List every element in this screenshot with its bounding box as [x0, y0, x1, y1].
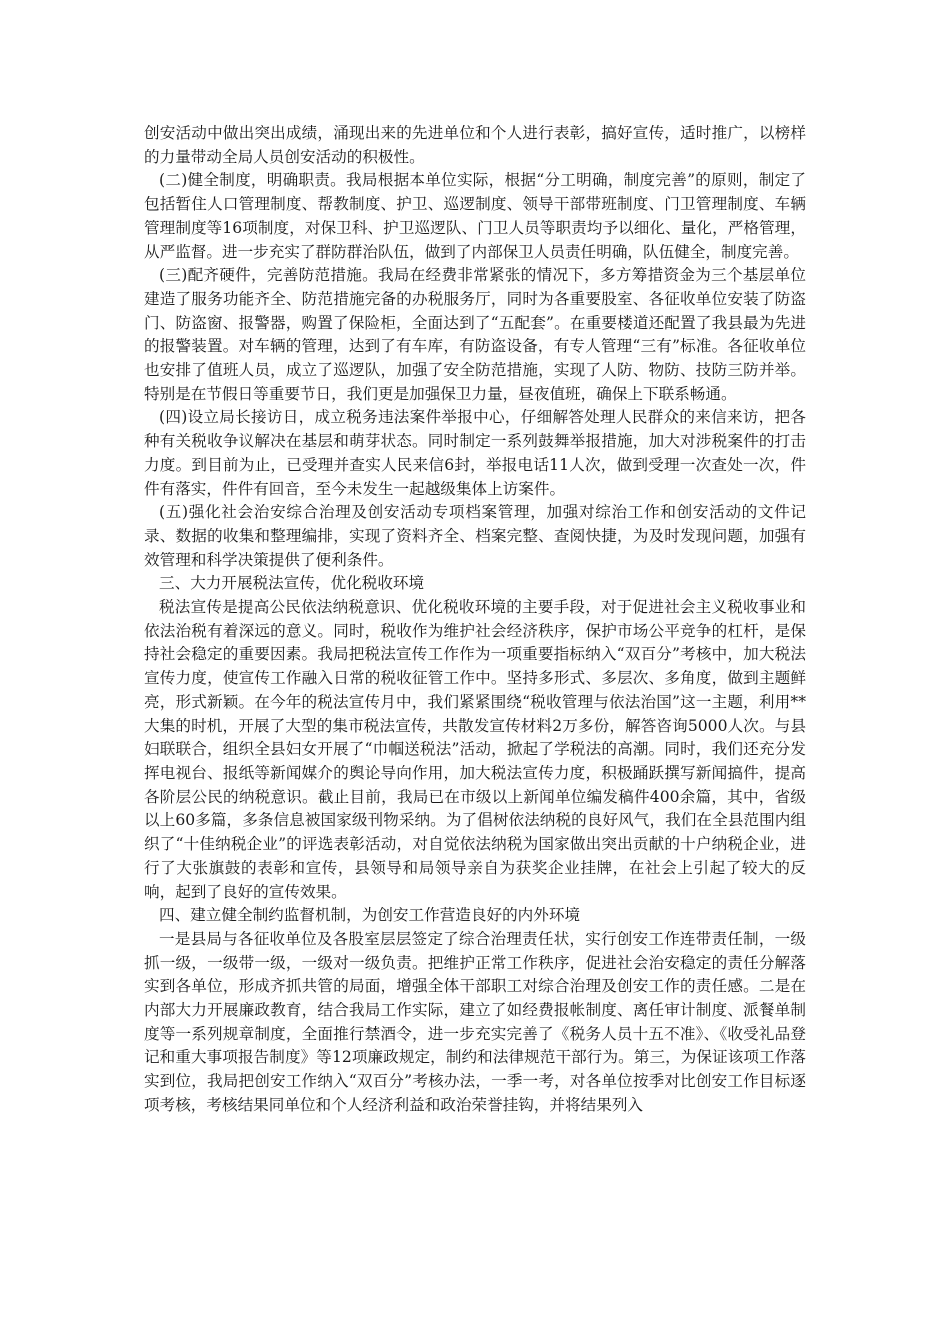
paragraph-section-2: (二)健全制度，明确职责。我局根据本单位实际，根据“分工明确，制度完善”的原则，制定了包括暂住人口管理制度、帮教制度、护卫、巡逻制度、领导干部带班制度、门卫管理制度、车辆管理制度等16项制度，对保卫科、护卫巡逻队、门卫人员等职责均予以细化、量化，严格管理，从严监督。进一步充实了群防群治队伍，做到了内部保卫人员责任明确，队伍健全，制度完善。: [144, 171, 806, 261]
paragraph-tax-publicity: 税法宣传是提高公民依法纳税意识、优化税收环境的主要手段，对于促进社会主义税收事业和依法治税有着深远的意义。同时，税收作为维护社会经济秩序，保护市场公平竞争的杠杆，是保持社会稳定的重要因素。我局把税法宣传工作作为一项重要指标纳入“双百分”考核中，加大税法宣传力度，使宣传工作融入日常的税收征管工作中。坚持多形式、多层次、多角度，做到主题鲜亮，形式新颖。在今年的税法宣传月中，我们紧紧围绕“税收管理与依法治国”这一主题，利用**大集的时机，开展了大型的集市税法宣传，共散发宣传材料2万多份，解答咨询5000人次。与县妇联联合，组织全县妇女开展了“巾帼送税法”活动，掀起了学税法的高潮。同时，我们还充分发挥电视台、报纸等新闻媒介的舆论导向作用，加大税法宣传力度，积极踊跃撰写新闻搞件，提高各阶层公民的纳税意识。截止目前，我局已在市级以上新闻单位编发稿件400余篇，其中，省级以上60多篇，多条信息被国家级刊物采纳。为了倡树依法纳税的良好风气，我们在全县范围内组织了“十佳纳税企业”的评选表彰活动，对自觉依法纳税为国家做出突出贡献的十户纳税企业，进行了大张旗鼓的表彰和宣传，县领导和局领导亲自为获奖企业挂牌，在社会上引起了较大的反响，起到了良好的宣传效果。: [144, 598, 806, 901]
paragraph-supervision: 一是县局与各征收单位及各股室层层签定了综合治理责任状，实行创安工作连带责任制，一级抓一级，一级带一级，一级对一级负责。把维护正常工作秩序，促进社会治安稳定的责任分解落实到各单位，形成齐抓共管的局面，增强全体干部职工对综合治理及创安工作的责任感。二是在内部大力开展廉政教育，结合我局工作实际，建立了如经费报帐制度、离任审计制度、派餐单制度等一系列规章制度，全面推行禁酒令，进一步充实完善了《税务人员十五不准》、《收受礼品登记和重大事项报告制度》等12项廉政规定，制约和法律规范干部行为。第三，为保证该项工作落实到位，我局把创安工作纳入“双百分”考核办法，一季一考，对各单位按季对比创安工作目标逐项考核，考核结果同单位和个人经济利益和政治荣誉挂钩，并将结果列入: [144, 929, 806, 1114]
paragraph-continuation: 创安活动中做出突出成绩，涌现出来的先进单位和个人进行表彰，搞好宣传，适时推广，以榜样的力量带动全局人员创安活动的积极性。: [144, 124, 806, 166]
heading-part-4: 四、建立健全制约监督机制，为创安工作营造良好的内外环境: [159, 906, 581, 925]
paragraph-section-3: (三)配齐硬件，完善防范措施。我局在经费非常紧张的情况下，多方筹措资金为三个基层单位建造了服务功能齐全、防范措施完备的办税服务厅，同时为各重要股室、各征收单位安装了防盗门、防盗窗、报警器，购置了保险柜，全面达到了“五配套”。在重要楼道还配置了我县最为先进的报警装置。对车辆的管理，达到了有车库，有防盗设备，有专人管理“三有”标准。各征收单位也安排了值班人员，成立了巡逻队，加强了安全防范措施，实现了人防、物防、技防三防并举。特别是在节假日等重要节日，我们更是加强保卫力量，昼夜值班，确保上下联系畅通。: [144, 266, 806, 403]
heading-part-3: 三、大力开展税法宣传，优化税收环境: [159, 574, 425, 593]
document-page: [144, 122, 806, 1118]
paragraph-section-4: (四)设立局长接访日，成立税务违法案件举报中心，仔细解答处理人民群众的来信来访，把各种有关税收争议解决在基层和萌芽状态。同时制定一系列鼓舞举报措施，加大对涉税案件的打击力度。到目前为止，已受理并查实人民来信6封，举报电话11人次，做到受理一次查处一次，件件有落实，件件有回音，至今未发生一起越级集体上访案件。: [144, 408, 806, 498]
paragraph-section-5: (五)强化社会治安综合治理及创安活动专项档案管理，加强对综治工作和创安活动的文件记录、数据的收集和整理编排，实现了资料齐全、档案完整、查阅快捷，为及时发现问题，加强有效管理和科学决策提供了便利条件。: [144, 503, 806, 569]
